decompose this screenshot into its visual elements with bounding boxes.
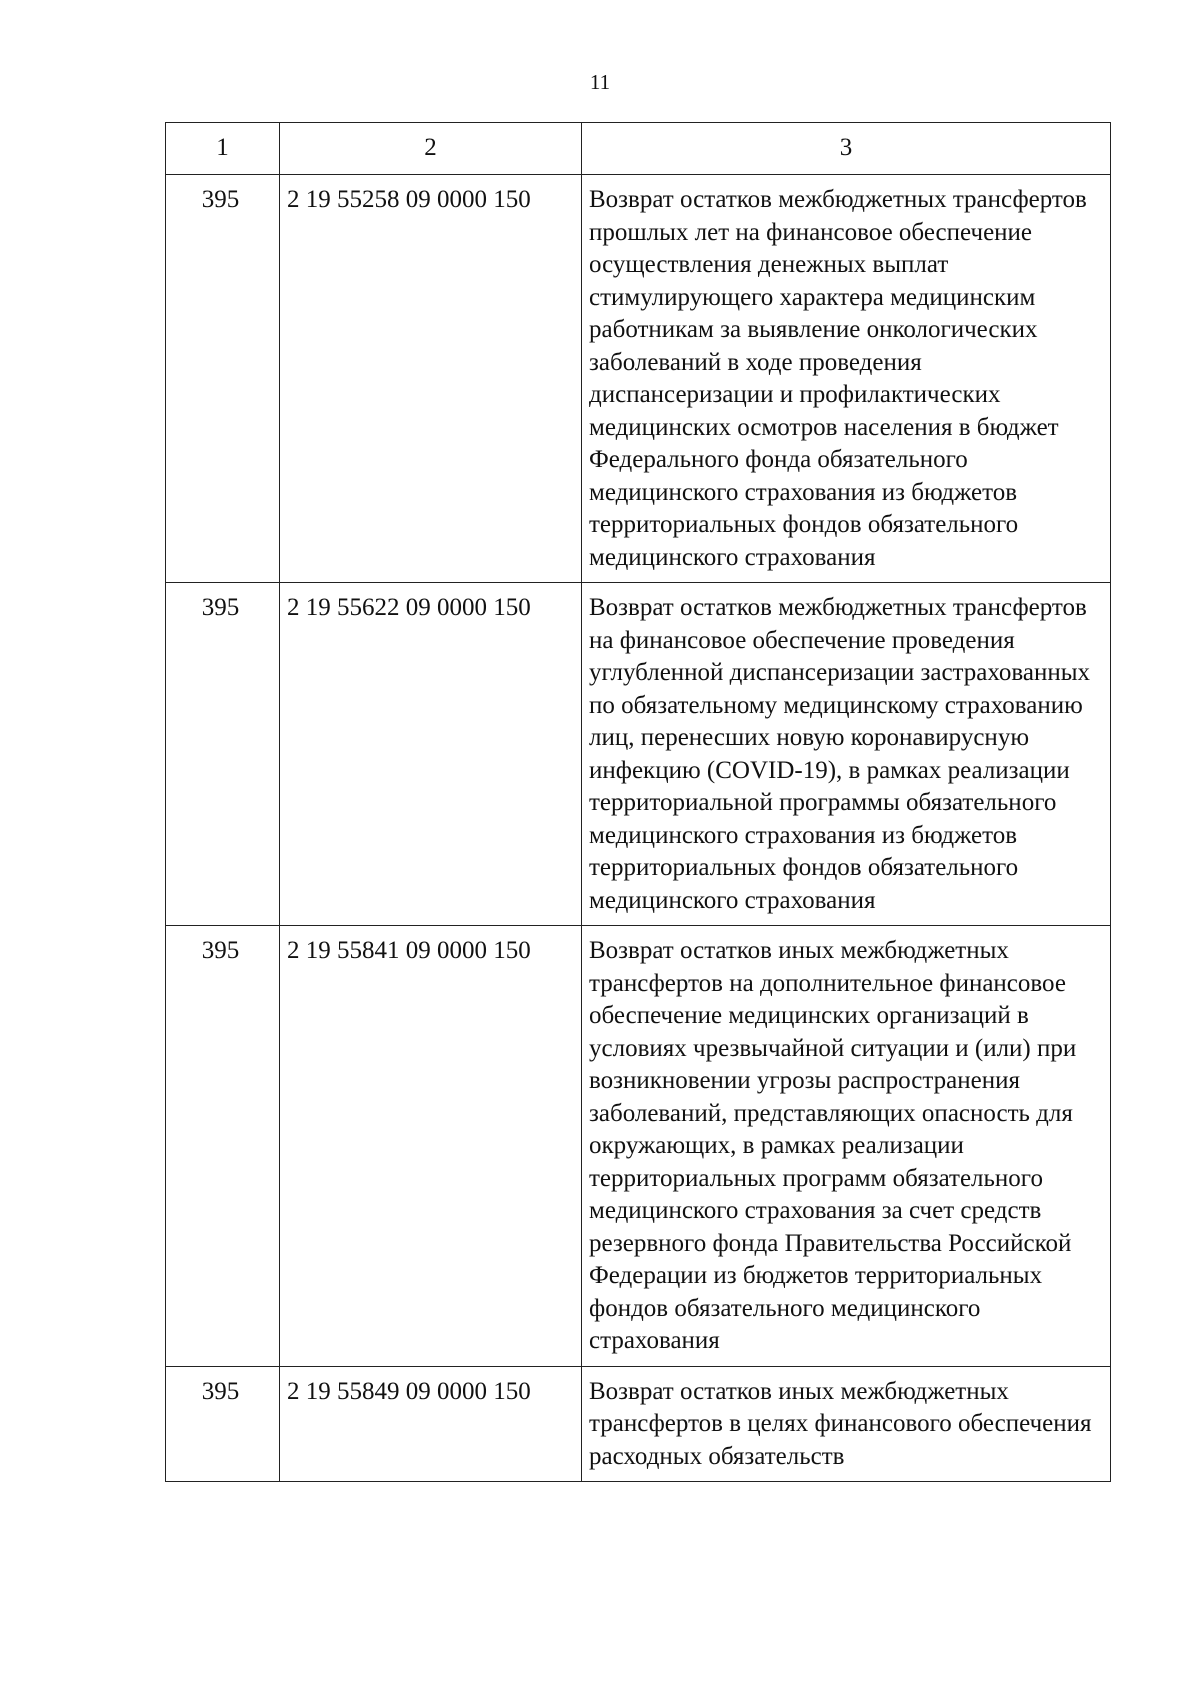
budget-classification-code-cell: 2 19 55841 09 0000 150	[280, 926, 582, 1367]
column-header-2: 2	[280, 123, 582, 175]
column-header-3: 3	[582, 123, 1111, 175]
income-description-cell: Возврат остатков иных межбюджетных трансфертов в целях финансового обеспечения расходных обязательств	[582, 1366, 1111, 1482]
table-row	[166, 926, 1111, 1367]
column-header-1: 1	[166, 123, 280, 175]
table-row	[166, 175, 1111, 583]
income-description-cell: Возврат остатков иных межбюджетных трансфертов на дополнительное финансовое обеспечение медицинских организаций в условиях чрезвычайной ситуации и (или) при возникновении угрозы распространения заболеваний, представляющих опасность для окружающих, в рамках реализации территориальных программ обязательного медицинского страхования за счет средств резервного фонда Правительства Российской Федерации из бюджетов территориальных фондов обязательного медицинского страхования	[582, 926, 1111, 1367]
admin-code-cell: 395	[166, 1366, 280, 1482]
admin-code-cell: 395	[166, 175, 280, 583]
table-row	[166, 1366, 1111, 1482]
income-description-cell: Возврат остатков межбюджетных трансфертов на финансовое обеспечение проведения углубленной диспансеризации застрахованных по обязательному медицинскому страхованию лиц, перенесших новую коронавирусную инфекцию (COVID-19), в рамках реализации территориальной программы обязательного медицинского страхования из бюджетов территориальных фондов обязательного медицинского страхования	[582, 583, 1111, 926]
budget-classification-code-cell: 2 19 55258 09 0000 150	[280, 175, 582, 583]
budget-classification-code-cell: 2 19 55622 09 0000 150	[280, 583, 582, 926]
admin-code-cell: 395	[166, 583, 280, 926]
table-row	[166, 583, 1111, 926]
admin-code-cell: 395	[166, 926, 280, 1367]
budget-classification-code-cell: 2 19 55849 09 0000 150	[280, 1366, 582, 1482]
budget-code-table	[165, 122, 1111, 1482]
page-number: 11	[589, 70, 611, 94]
table-header-row	[166, 123, 1111, 175]
income-description-cell: Возврат остатков межбюджетных трансфертов прошлых лет на финансовое обеспечение осуществления денежных выплат стимулирующего характера медицинским работникам за выявление онкологических заболеваний в ходе проведения диспансеризации и профилактических медицинских осмотров населения в бюджет Федерального фонда обязательного медицинского страхования из бюджетов территориальных фондов обязательного медицинского страхования	[582, 175, 1111, 583]
